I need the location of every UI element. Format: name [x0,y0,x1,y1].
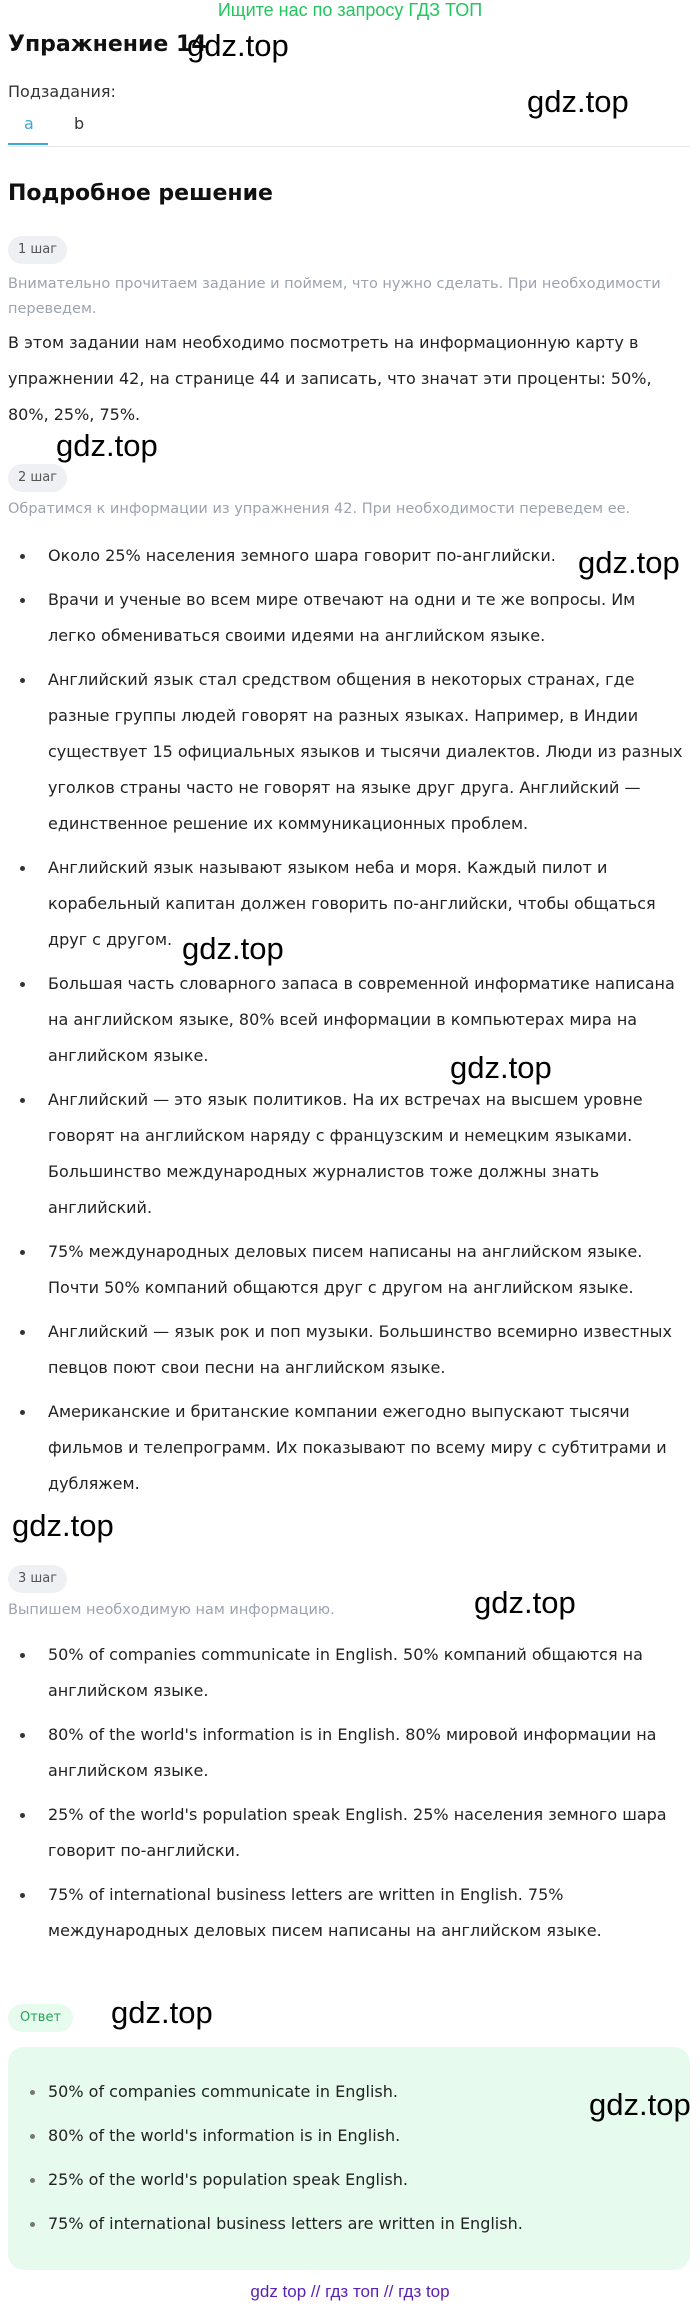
list-item: Английский язык называют языком неба и моря. Каждый пилот и корабельный капитан должен говорить по-английски, чтобы общаться друг с другом. [8,850,686,958]
step-hint: Выпишем необходимую нам информацию. [8,1602,335,1618]
step-list [8,1637,686,1957]
list-item: 75% международных деловых писем написаны на английском языке. Почти 50% компаний общаются друг с другом на английском языке. [8,1234,686,1306]
watermark: gdz.top [12,1508,114,1543]
watermark: gdz.top [450,1050,552,1085]
footer-links[interactable]: gdz top // гдз топ // гдз top [250,2282,450,2301]
answer-badge: Ответ [8,2004,73,2032]
answer-item: 25% of the world's population speak English. [20,2162,620,2198]
step-badge: 1 шаг [8,236,67,264]
step-badge: 3 шаг [8,1565,67,1593]
active-tab-indicator [8,143,48,145]
watermark: gdz.top [187,28,289,63]
watermark: gdz.top [56,428,158,463]
page-title: Упражнение 14 [8,32,207,57]
list-item: Большая часть словарного запаса в современной информатике написана на английском языке, 80% всей информации в компьютерах мира на английском языке. [8,966,686,1074]
watermark: gdz.top [589,2087,691,2122]
step-badge: 2 шаг [8,464,67,492]
subtask-tabs [8,110,690,147]
watermark: gdz.top [182,931,284,966]
watermark: gdz.top [527,84,629,119]
list-item: 75% of international business letters are written in English. 75% международных деловых писем написаны на английском языке. [8,1877,686,1949]
answer-item: 75% of international business letters are written in English. [20,2206,620,2242]
answer-list [20,2074,620,2250]
step-text: В этом задании нам необходимо посмотреть на информационную карту в упражнении 42, на странице 44 и записать, что значат эти проценты: 50%, 80%, 25%, 75%. [8,333,652,424]
step-hint: Обратимся к информации из упражнения 42. При необходимости переведем ее. [8,501,631,517]
list-item: Врачи и ученые во всем мире отвечают на одни и те же вопросы. Им легко обмениваться своими идеями на английском языке. [8,582,686,654]
step-hint: Внимательно прочитаем задание и поймем, что нужно сделать. При необходимости переведем. [8,276,661,317]
answer-item: 50% of companies communicate in English. [20,2074,620,2110]
promo-banner: Ищите нас по запросу ГДЗ ТОП [217,0,483,20]
tab-b[interactable]: b [74,114,85,133]
list-item: 80% of the world's information is in English. 80% мировой информации на английском языке. [8,1717,686,1789]
tab-a[interactable]: a [24,114,34,133]
watermark: gdz.top [474,1585,576,1620]
list-item: 50% of companies communicate in English. 50% компаний общаются на английском языке. [8,1637,686,1709]
watermark: gdz.top [578,545,680,580]
list-item: Английский язык стал средством общения в некоторых странах, где разные группы людей говорят на разных языках. Например, в Индии существует 15 официальных языков и тысячи диалектов. Люди из разных уголков страны часто не говорят на языке друг друга. Английский — единственное решение их коммуникационных проблем. [8,662,686,842]
solution-heading: Подробное решение [8,181,273,206]
step-list [8,538,686,1510]
list-item: Английский — язык рок и поп музыки. Большинство всемирно известных певцов поют свои песни на английском языке. [8,1314,686,1386]
list-item: 25% of the world's population speak English. 25% населения земного шара говорит по-английски. [8,1797,686,1869]
watermark: gdz.top [111,1995,213,2030]
answer-item: 80% of the world's information is in English. [20,2118,620,2154]
list-item: Английский — это язык политиков. На их встречах на высшем уровне говорят на английском наряду с французским и немецким языками. Большинство международных журналистов тоже должны знать английский. [8,1082,686,1226]
list-item: Около 25% населения земного шара говорит по-английски. [8,538,686,574]
subtasks-label: Подзадания: [8,82,116,101]
list-item: Американские и британские компании ежегодно выпускают тысячи фильмов и телепрограмм. Их показывают по всему миру с субтитрами и дубляжем. [8,1394,686,1502]
